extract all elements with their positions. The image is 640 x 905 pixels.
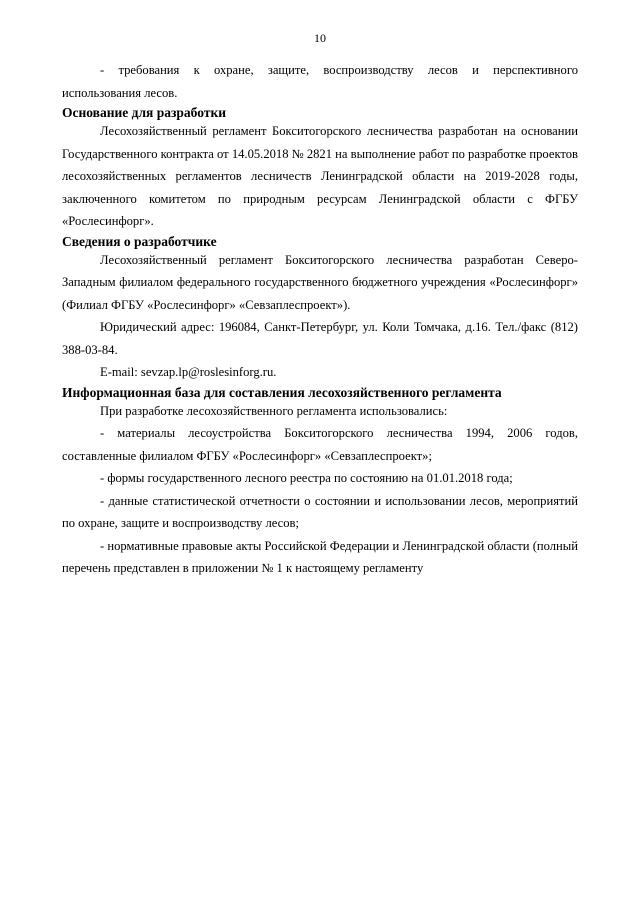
- list-item: - нормативные правовые акты Российской Федерации и Ленинградской области (полный перечень представлен в приложении № 1 к настоящему регламенту: [62, 538, 578, 575]
- section-heading-basis: Основание для разработки: [62, 105, 227, 120]
- section-basis-text: Лесохозяйственный регламент Бокситогорского лесничества разработан на основании Государственного контракта от 14.05.2018 № 2821 на выполнение работ по разработке проектов лесохозяйственных регламентов лесничеств Ленинградской области на 2019-2028 годы, заключенного комитетом по природным ресурсам Ленинградской области с ФГБУ «Рослесинфорг».: [62, 124, 578, 228]
- section-heading-sources: Информационная база для составления лесохозяйственного регламента: [62, 384, 502, 400]
- document-body: [62, 59, 578, 580]
- section-developer-text: Лесохозяйственный регламент Бокситогорского лесничества разработан Северо-Западным филиалом федерального государственного бюджетного учреждения «Рослесинфорг» (Филиал ФГБУ «Рослесинфорг» «Севзаплеспроект»).: [62, 252, 578, 312]
- page-number: 10: [314, 31, 326, 45]
- intro-line-2: использования лесов.: [62, 85, 178, 100]
- list-item: - формы государственного лесного реестра по состоянию на 01.01.2018 года;: [100, 471, 513, 485]
- developer-address: Юридический адрес: 196084, Санкт-Петербург, ул. Коли Томчака, д.16. Тел./факс (812) 388-03-84.: [62, 320, 578, 357]
- developer-email: E-mail: sevzap.lp@roslesinforg.ru.: [100, 365, 277, 379]
- list-item: - данные статистической отчетности о состоянии и использовании лесов, мероприятий по охране, защите и воспроизводству лесов;: [62, 493, 578, 530]
- list-item: - материалы лесоустройства Бокситогорского лесничества 1994, 2006 годов, составленные филиалом ФГБУ «Рослесинфорг» «Севзаплеспроект»;: [62, 426, 578, 463]
- intro-line-1: - требования к охране, защите, воспроизводству лесов и перспективного: [100, 63, 578, 77]
- sources-intro: При разработке лесохозяйственного регламента использовались:: [100, 403, 448, 418]
- section-heading-developer: Сведения о разработчике: [62, 233, 217, 249]
